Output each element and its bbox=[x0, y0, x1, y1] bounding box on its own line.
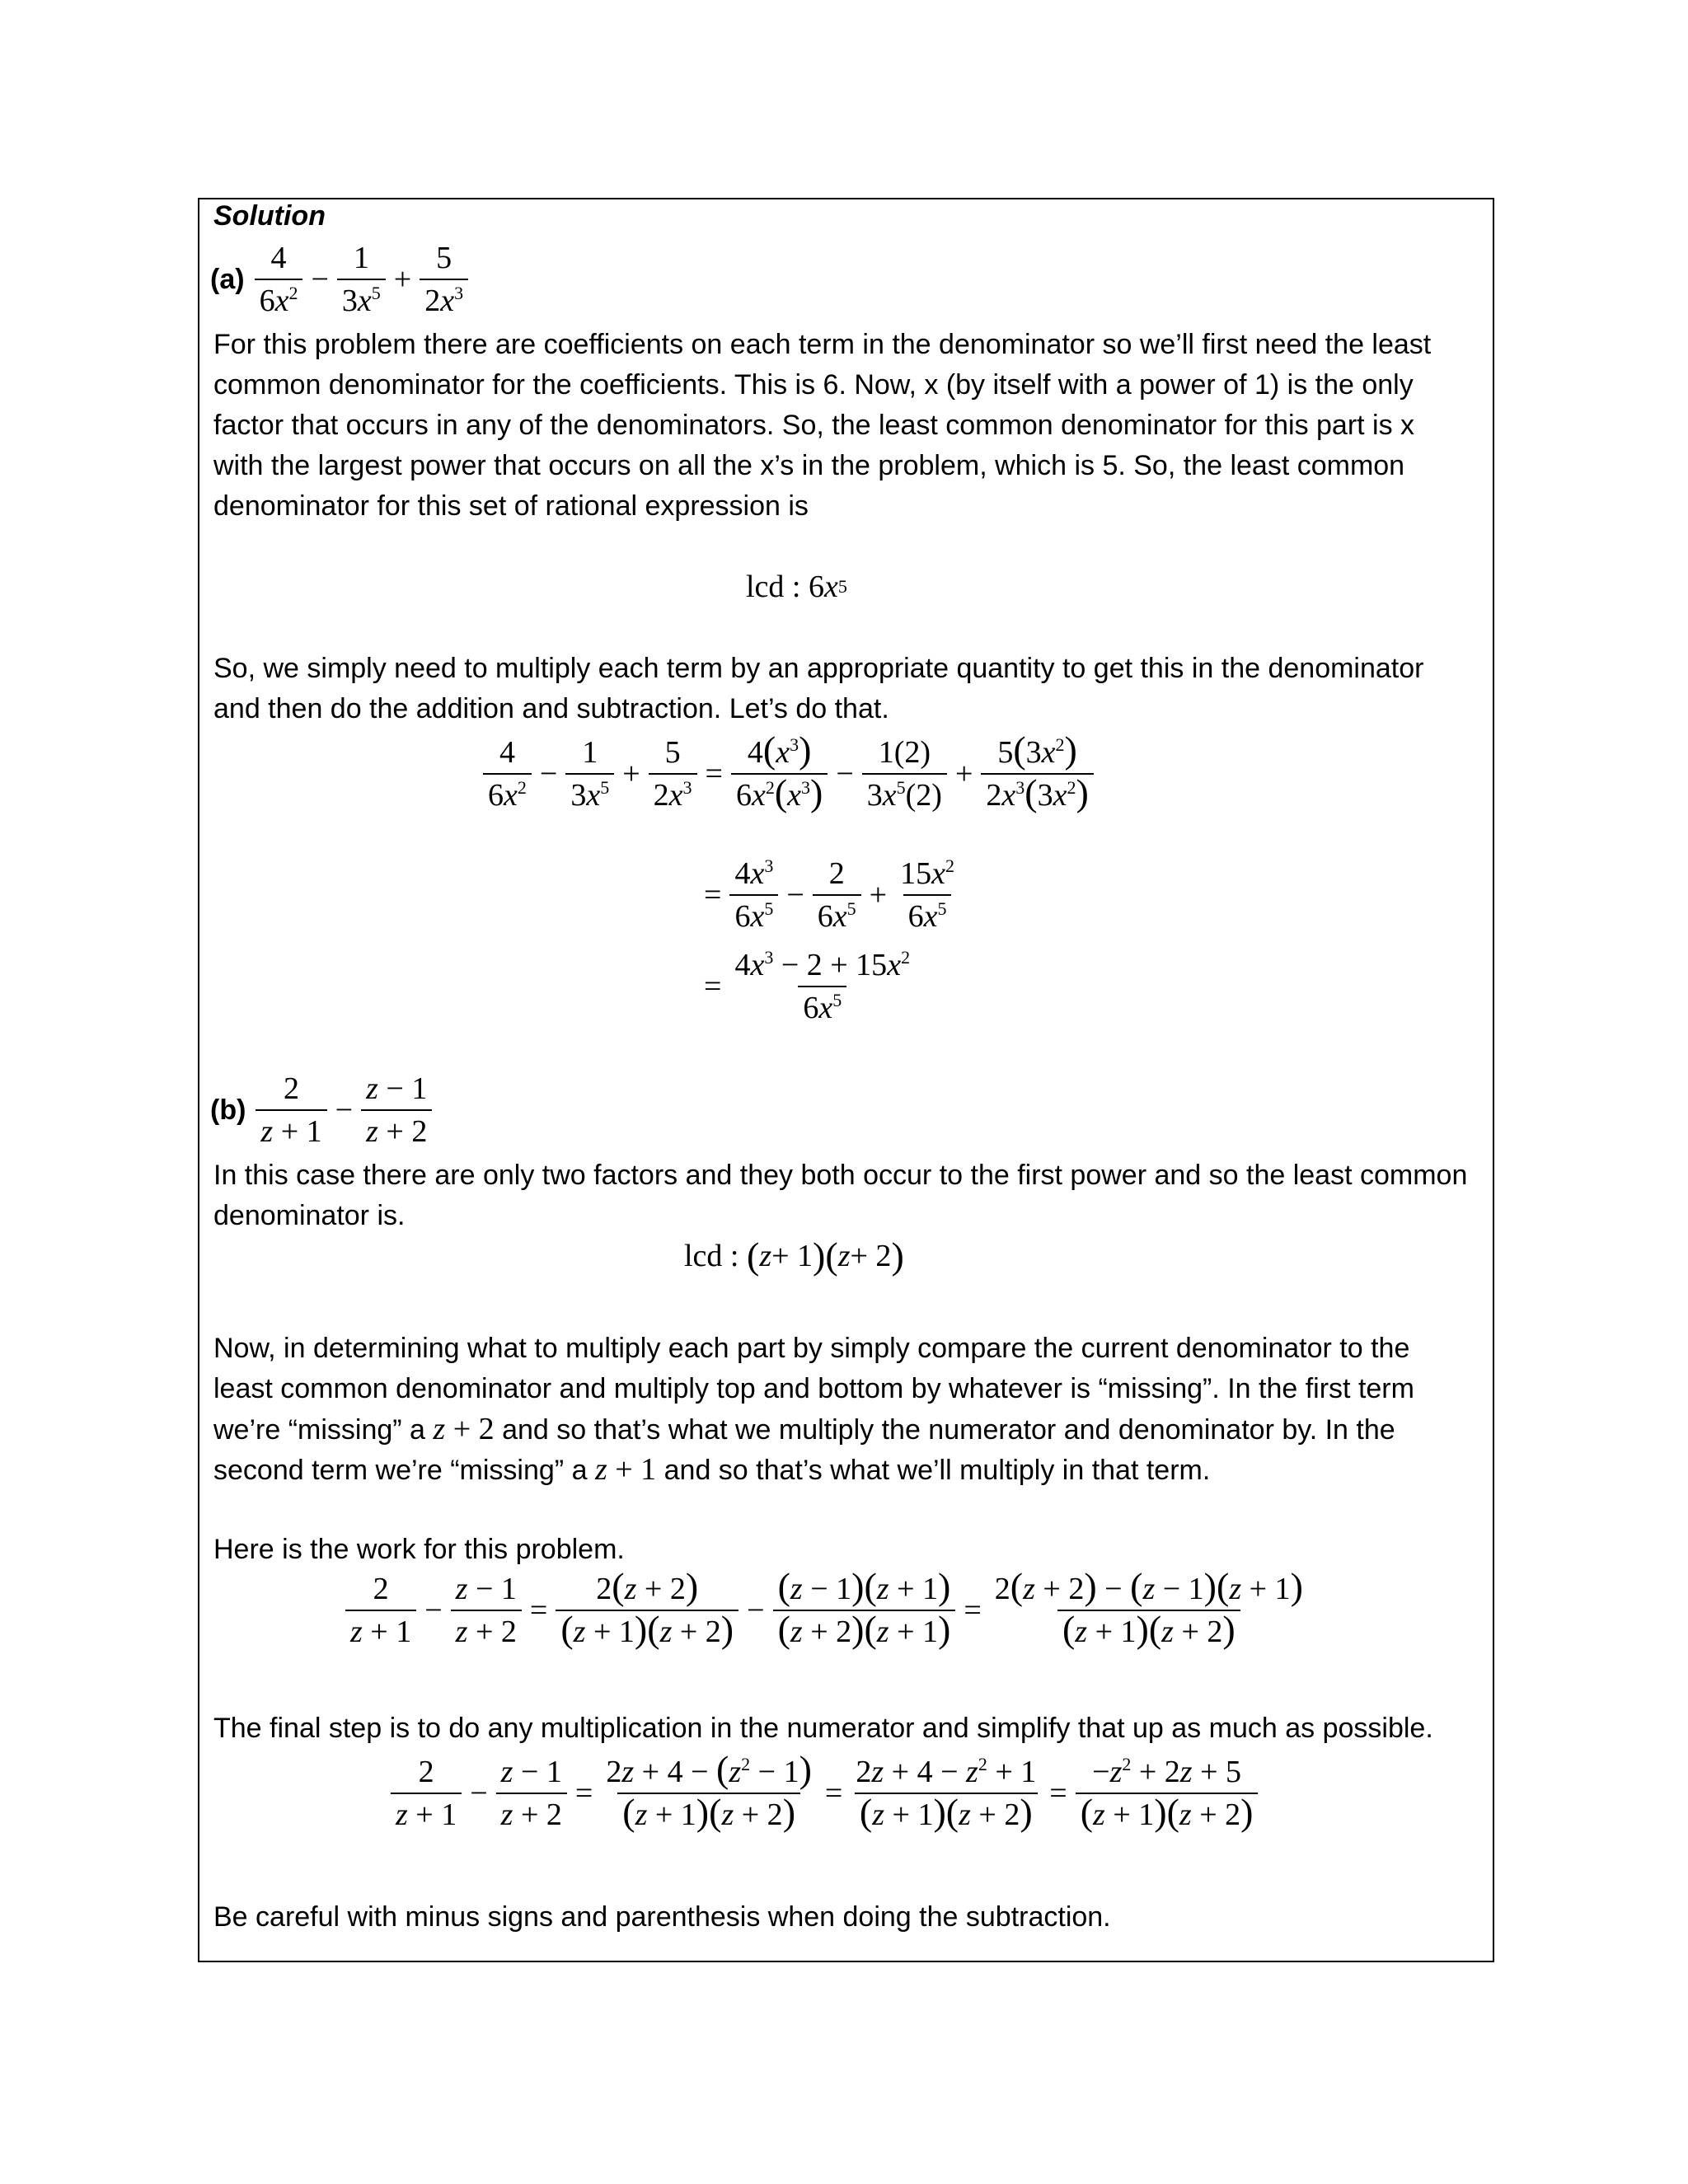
part-a-line-3: factor that occurs in any of the denominators. So, the least common denominator for this part is x bbox=[213, 410, 1415, 441]
part-b-problem: (b) $\frac{2}{z + 1}$ − $\frac{z - 1}{z + 2}$ bbox=[210, 1070, 435, 1151]
part-b-line-1: In this case there are only two factors and they both occur to the first power and so the least common bbox=[213, 1160, 1468, 1191]
part-b-closing: Be careful with minus signs and parenthesis when doing the subtraction. bbox=[213, 1901, 1111, 1933]
part-a-label: (a) bbox=[210, 263, 245, 295]
part-a-para2-line-2: and then do the addition and subtraction. Let’s do that. bbox=[213, 693, 889, 724]
part-b-para2-line-3: we’re “missing” a z + 2 and so that’s what we multiply the numerator and denominator by. In the bbox=[213, 1412, 1395, 1446]
part-b-para2-line-2: least common denominator and multiply top and bottom by whatever is “missing”. In the first term bbox=[213, 1373, 1414, 1404]
part-b-para2-line-1: Now, in determining what to multiply each part by simply compare the current denominator to the bbox=[213, 1333, 1410, 1364]
line3-post: and so that’s what we multiply the numerator and denominator by. In the bbox=[502, 1414, 1395, 1446]
part-b-final-intro: The final step is to do any multiplication in the numerator and simplify that up as much as possible. bbox=[213, 1713, 1433, 1744]
lcd-b-label: lcd : bbox=[684, 1239, 739, 1273]
line4-post: and so that’s what we’ll multiply in that term. bbox=[663, 1455, 1211, 1486]
line4-pre: second term we’re “missing” a bbox=[213, 1455, 588, 1486]
part-a-line-2: common denominator for the coefficients. This is 6. Now, x (by itself with a power of 1) is the only bbox=[213, 369, 1414, 401]
part-b-work-2: $\frac{2}{z + 1}$ − $\frac{z - 1}{z + 2}$ = $\frac{2z + 4 - (z^2 - 1)}{(z + 1)(z + 2)}$ = $\frac{2z + 4 - z^2 + 1}{(z + 1)(z + 2)}$ = $\frac{-z^2 + 2z + 5}{(z + 1)(z + 2)}$ bbox=[387, 1753, 1261, 1834]
part-a-work-1: $\frac{4}{6x^2}$ − $\frac{1}{3x^5}$ + $\frac{5}{2x^3}$ = $\frac{4(x^3)}{6x^2(x^3)}$ − $\frac{1(2)}{3x^5(2)}$ + $\frac{5(3x^2)}{2x^3(3x^2)}$ bbox=[480, 733, 1097, 814]
part-a-work-3: = $\frac{4x^3 - 2 + 15x^2}{6x^5}$ bbox=[704, 947, 911, 1025]
lcd-a-label: lcd : bbox=[746, 569, 801, 604]
part-a-para2-line-1: So, we simply need to multiply each term by an appropriate quantity to get this in the denominator bbox=[213, 653, 1424, 684]
part-b-work-1: $\frac{2}{z + 1}$ − $\frac{z - 1}{z + 2}$ = $\frac{2(z + 2)}{(z + 1)(z + 2)}$ − $\frac{(z - 1)(z + 1)}{(z + 2)(z + 1)}$ = $\frac{2(z + 2) - (z - 1)(z + 1)}{(z + 1)(z + 2)}$ bbox=[342, 1570, 1311, 1651]
part-b-lcd: lcd : ( z + 1 ) ( z + 2 ) bbox=[684, 1235, 904, 1277]
part-a-line-5: denominator for this set of rational expression is bbox=[213, 490, 809, 522]
part-a-problem: (a) $\frac{4}{6x^2}$ − $\frac{1}{3x^5}$ + $\frac{5}{2x^3}$ bbox=[210, 239, 471, 320]
part-b-para2-line-4: second term we’re “missing” a z + 1 and so that’s what we’ll multiply in that term. bbox=[213, 1452, 1211, 1487]
part-a-line-1: For this problem there are coefficients on each term in the denominator so we’ll first need the least bbox=[213, 329, 1432, 360]
solution-heading: Solution bbox=[213, 200, 326, 232]
part-a-lcd: lcd : 6 x 5 bbox=[746, 569, 847, 604]
part-a-line-4: with the largest power that occurs on all the x’s in the problem, which is 5. So, the least common bbox=[213, 450, 1405, 481]
part-b-work-intro: Here is the work for this problem. bbox=[213, 1534, 625, 1565]
line3-pre: we’re “missing” a bbox=[213, 1414, 425, 1446]
part-a-work-2: = $\frac{4x^3}{6x^5}$ − $\frac{2}{6x^5}$ + $\frac{15x^2}{6x^5}$ bbox=[704, 855, 954, 934]
part-b-line-2: denominator is. bbox=[213, 1200, 406, 1231]
part-b-label: (b) bbox=[210, 1094, 246, 1126]
